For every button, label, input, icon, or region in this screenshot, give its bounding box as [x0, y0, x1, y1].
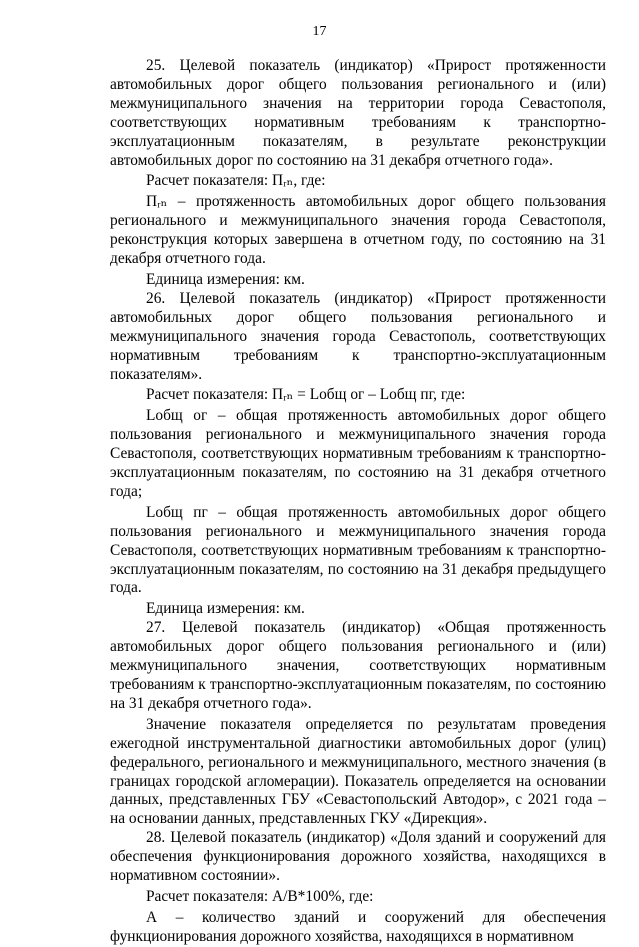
- paragraph-unit-26: Единица измерения: км.: [146, 600, 305, 618]
- paragraph-indicator-25: 25. Целевой показатель (индикатор) «Прирост протяженности автомобильных дорог общего пользования регионального и (или) межмуниципального значения на территории города Севастополя, соответствующих нормативным требованиям к транспортно-эксплуатационным показателям, в результате реконструкции автомобильных дорог по состоянию на 31 декабря отчетного года».: [110, 57, 606, 169]
- paragraph-unit-25: Единица измерения: км.: [146, 270, 305, 288]
- paragraph-formula-25: Расчет показателя: Пᵣₙ, где:: [146, 172, 326, 190]
- page-number: 17: [312, 24, 327, 39]
- paragraph-definition-l-pg: Lобщ пг – общая протяженность автомобильных дорог общего пользования регионального и межмуниципального значения города Севастополя, соответствующих нормативным требованиям к транспортно-эксплуатационным показателям, по состоянию на 31 декабря предыдущего года.: [110, 503, 606, 597]
- paragraph-formula-26: Расчет показателя: Пᵣₙ = Lобщ ог – Lобщ пг, где:: [146, 386, 466, 404]
- paragraph-indicator-27-method: Значение показателя определяется по результатам проведения ежегодной инструментальной диагностики автомобильных дорог (улиц) федерального, регионального и межмуниципального, местного значения (в границах городской агломерации). Показатель определяется на основании данных, представленных ГБУ «Севастопольский Автодор», с 2021 года – на основании данных, представленных ГКУ «Дирекция».: [110, 715, 606, 828]
- paragraph-indicator-26: 26. Целевой показатель (индикатор) «Прирост протяженности автомобильных дорог общего пользования регионального и межмуниципального значения города Севастополь, соответствующих нормативным требованиям к транспортно-эксплуатационным показателям».: [110, 289, 606, 383]
- paragraph-formula-28: Расчет показателя: А/В*100%, где:: [146, 887, 374, 905]
- paragraph-indicator-28: 28. Целевой показатель (индикатор) «Доля зданий и сооружений для обеспечения функционирования дорожного хозяйства, находящихся в нормативном состоянии».: [110, 829, 606, 885]
- paragraph-indicator-27: 27. Целевой показатель (индикатор) «Общая протяженность автомобильных дорог общего пользования регионального и (или) межмуниципального значения, соответствующих нормативным требованиям к транспортно-эксплуатационным показателям, по состоянию на 31 декабря отчетного года».: [110, 619, 606, 712]
- paragraph-definition-prp: Пᵣₙ – протяженность автомобильных дорог общего пользования регионального и межмуниципального значения города Севастополя, реконструкция которых завершена в отчетном году, по состоянию на 31 декабря отчетного года.: [110, 193, 606, 268]
- paragraph-definition-l-og: Lобщ ог – общая протяженность автомобильных дорог общего пользования регионального и межмуниципального значения города Севастополя, соответствующих нормативным требованиям к транспортно-эксплуатационным показателям, по состоянию на 31 декабря отчетного года;: [110, 407, 606, 500]
- document-body: [110, 57, 606, 947]
- paragraph-definition-a: А – количество зданий и сооружений для обеспечения функционирования дорожного хозяйства, находящихся в нормативном: [110, 908, 606, 945]
